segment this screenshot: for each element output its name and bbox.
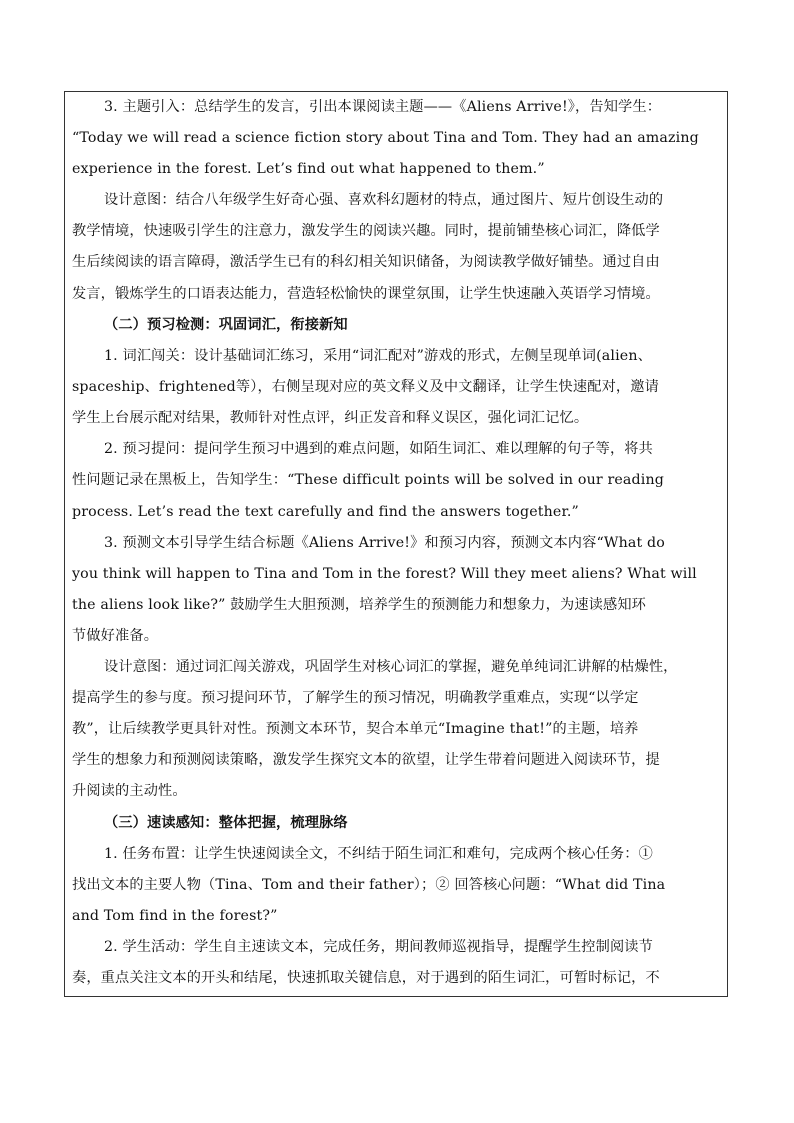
paragraph-line: 生后续阅读的语言障碍，激活学生已有的科幻相关知识储备，为阅读教学做好铺垫。通过自由 [72, 254, 660, 270]
paragraph-line: process. Let’s read the text carefully and find the answers together.” [72, 504, 579, 520]
paragraph-line: 3. 预测文本引导学生结合标题《Aliens Arrive!》和预习内容，预测文本内容“What do [104, 535, 665, 551]
section-heading: （三）速读感知：整体把握，梳理脉络 [104, 815, 348, 831]
paragraph-line: the aliens look like?” 鼓励学生大胆预测，培养学生的预测能力和想象力，为速读感知环 [72, 597, 647, 613]
paragraph-line: 学生上台展示配对结果，教师针对性点评，纠正发音和释义误区，强化词汇记忆。 [72, 410, 589, 426]
paragraph-line: 节做好准备。 [72, 628, 159, 644]
paragraph-line: spaceship、frightened等），右侧呈现对应的英文释义及中文翻译，让学生快速配对，邀请 [72, 379, 659, 395]
paragraph-line: 3. 主题引入：总结学生的发言，引出本课阅读主题——《Aliens Arrive!》，告知学生： [104, 99, 662, 115]
paragraph-line: 设计意图：结合八年级学生好奇心强、喜欢科幻题材的特点，通过图片、短片创设生动的 [104, 192, 664, 208]
paragraph-line: 2. 预习提问：提问学生预习中遇到的难点问题，如陌生词汇、难以理解的句子等，将共 [104, 441, 653, 457]
paragraph-line: and Tom find in the forest?” [72, 908, 278, 924]
paragraph-line: experience in the forest. Let’s find out what happened to them.” [72, 161, 545, 177]
paragraph-line: 教学情境，快速吸引学生的注意力，激发学生的阅读兴趣。同时，提前铺垫核心词汇，降低学 [72, 223, 660, 239]
paragraph-line: 升阅读的主动性。 [72, 783, 187, 799]
paragraph-line: 提高学生的参与度。预习提问环节，了解学生的预习情况，明确教学重难点，实现“以学定 [72, 690, 639, 706]
paragraph-line: 找出文本的主要人物（Tina、Tom and their father）；② 回答核心问题：“What did Tina [72, 877, 666, 893]
paragraph-line: “Today we will read a science fiction story about Tina and Tom. They had an amazing [72, 130, 699, 146]
paragraph-line: 奏，重点关注文本的开头和结尾，快速抓取关键信息，对于遇到的陌生词汇，可暂时标记，不 [72, 970, 660, 986]
paragraph-line: 性问题记录在黑板上，告知学生：“These difficult points will be solved in our reading [72, 472, 664, 488]
paragraph-line: 教”，让后续教学更具针对性。预测文本环节，契合本单元“Imagine that!”的主题，培养 [72, 721, 639, 737]
paragraph-line: 1. 词汇闯关：设计基础词汇练习，采用“词汇配对”游戏的形式，左侧呈现单词(alien、 [104, 348, 652, 364]
paragraph-line: 学生的想象力和预测阅读策略，激发学生探究文本的欲望，让学生带着问题进入阅读环节，提 [72, 752, 660, 768]
section-heading: （二）预习检测：巩固词汇，衔接新知 [104, 317, 348, 333]
paragraph-line: 设计意图：通过词汇闯关游戏，巩固学生对核心词汇的掌握，避免单纯词汇讲解的枯燥性， [104, 659, 678, 675]
paragraph-line: you think will happen to Tina and Tom in the forest? Will they meet aliens? What will [72, 566, 697, 582]
paragraph-line: 发言，锻炼学生的口语表达能力，营造轻松愉快的课堂氛围，让学生快速融入英语学习情境。 [72, 286, 660, 302]
paragraph-line: 1. 任务布置：让学生快速阅读全文，不纠结于陌生词汇和难句，完成两个核心任务：① [104, 846, 653, 862]
paragraph-line: 2. 学生活动：学生自主速读文本，完成任务，期间教师巡视指导，提醒学生控制阅读节 [104, 939, 653, 955]
